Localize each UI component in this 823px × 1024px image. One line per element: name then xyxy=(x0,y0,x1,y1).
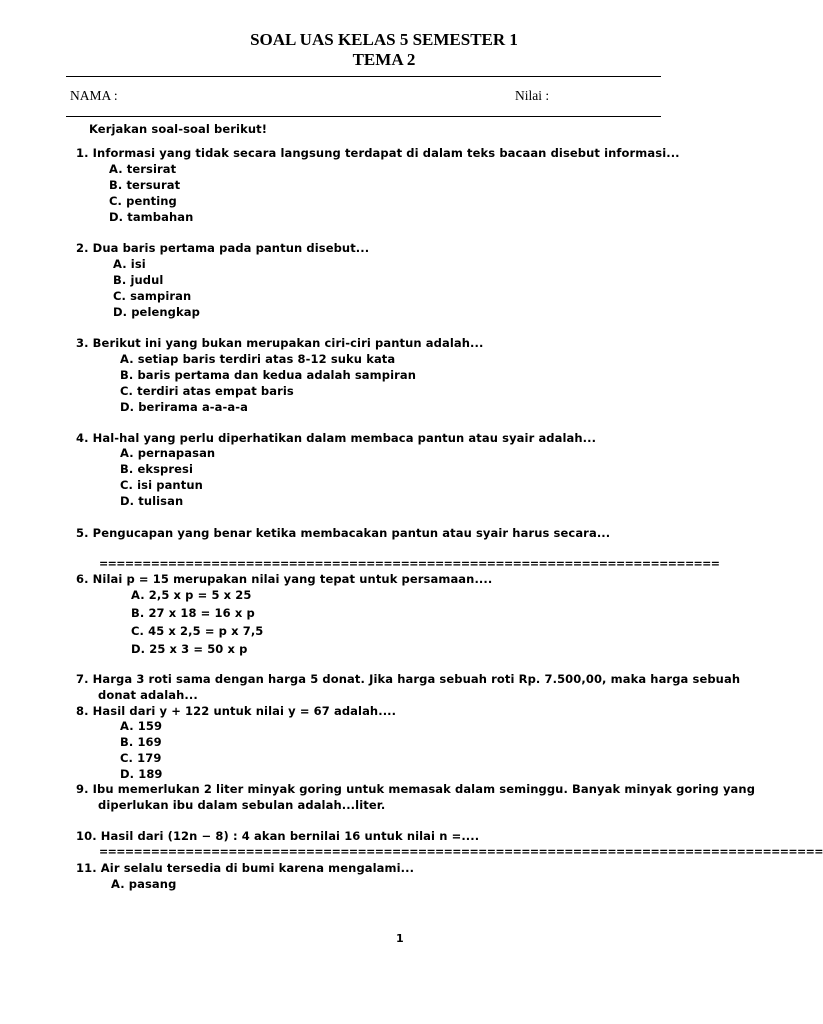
question-7-continuation: donat adalah... xyxy=(98,688,198,702)
instruction-text: Kerjakan soal-soal berikut! xyxy=(89,122,268,136)
question-1-option-c: C. penting xyxy=(109,194,177,208)
question-4-option-b: B. ekspresi xyxy=(120,462,194,476)
question-10: 10. Hasil dari (12n − 8) : 4 akan bernilai 16 untuk nilai n =.... xyxy=(76,829,480,843)
question-4: 4. Hal-hal yang perlu diperhatikan dalam membaca pantun atau syair adalah... xyxy=(76,431,597,445)
question-2-option-c: C. sampiran xyxy=(113,289,192,303)
question-9: 9. Ibu memerlukan 2 liter minyak goring untuk memasak dalam seminggu. Banyak minyak goring yang xyxy=(76,782,756,796)
question-1-option-b: B. tersurat xyxy=(109,178,181,192)
score-label: Nilai : xyxy=(515,88,550,103)
page-title: SOAL UAS KELAS 5 SEMESTER 1 xyxy=(250,30,518,49)
question-4-option-d: D. tulisan xyxy=(120,494,184,508)
question-6-option-a: A. 2,5 x p = 5 x 25 xyxy=(131,588,252,602)
question-11-option-a: A. pasang xyxy=(111,877,177,891)
question-3-option-c: C. terdiri atas empat baris xyxy=(120,384,294,398)
question-8: 8. Hasil dari y + 122 untuk nilai y = 67 adalah.... xyxy=(76,704,397,718)
question-1-option-d: D. tambahan xyxy=(109,210,194,224)
question-7: 7. Harga 3 roti sama dengan harga 5 donat. Jika harga sebuah roti Rp. 7.500,00, maka harga sebuah xyxy=(76,672,741,686)
page-number: 1 xyxy=(396,932,404,945)
question-4-option-c: C. isi pantun xyxy=(120,478,203,492)
separator-line-long: ==================================================================================== xyxy=(99,845,823,858)
question-1: 1. Informasi yang tidak secara langsung terdapat di dalam teks bacaan disebut informasi... xyxy=(76,146,680,160)
question-2-option-b: B. judul xyxy=(113,273,164,287)
separator-line: ======================================================================== xyxy=(99,557,720,570)
question-1-option-a: A. tersirat xyxy=(109,162,177,176)
question-8-option-d: D. 189 xyxy=(120,767,163,781)
name-label: NAMA : xyxy=(70,88,118,103)
question-6-option-b: B. 27 x 18 = 16 x p xyxy=(131,606,255,620)
question-2-option-a: A. isi xyxy=(113,257,146,271)
header-bottom-rule xyxy=(66,116,661,117)
question-9-continuation: diperlukan ibu dalam sebulan adalah...liter. xyxy=(98,798,386,812)
question-3-option-a: A. setiap baris terdiri atas 8-12 suku kata xyxy=(120,352,396,366)
question-3: 3. Berikut ini yang bukan merupakan ciri-ciri pantun adalah... xyxy=(76,336,484,350)
question-8-option-b: B. 169 xyxy=(120,735,162,749)
question-3-option-b: B. baris pertama dan kedua adalah sampiran xyxy=(120,368,417,382)
question-4-option-a: A. pernapasan xyxy=(120,446,216,460)
question-3-option-d: D. berirama a-a-a-a xyxy=(120,400,249,414)
question-2: 2. Dua baris pertama pada pantun disebut... xyxy=(76,241,370,255)
question-6-option-d: D. 25 x 3 = 50 x p xyxy=(131,642,248,656)
question-11: 11. Air selalu tersedia di bumi karena mengalami... xyxy=(76,861,415,875)
question-6: 6. Nilai p = 15 merupakan nilai yang tepat untuk persamaan.... xyxy=(76,572,493,586)
question-2-option-d: D. pelengkap xyxy=(113,305,200,319)
question-5: 5. Pengucapan yang benar ketika membacakan pantun atau syair harus secara... xyxy=(76,526,611,540)
question-8-option-a: A. 159 xyxy=(120,719,163,733)
header-top-rule xyxy=(66,76,661,77)
question-8-option-c: C. 179 xyxy=(120,751,162,765)
question-6-option-c: C. 45 x 2,5 = p x 7,5 xyxy=(131,624,264,638)
page-subtitle: TEMA 2 xyxy=(352,50,416,69)
